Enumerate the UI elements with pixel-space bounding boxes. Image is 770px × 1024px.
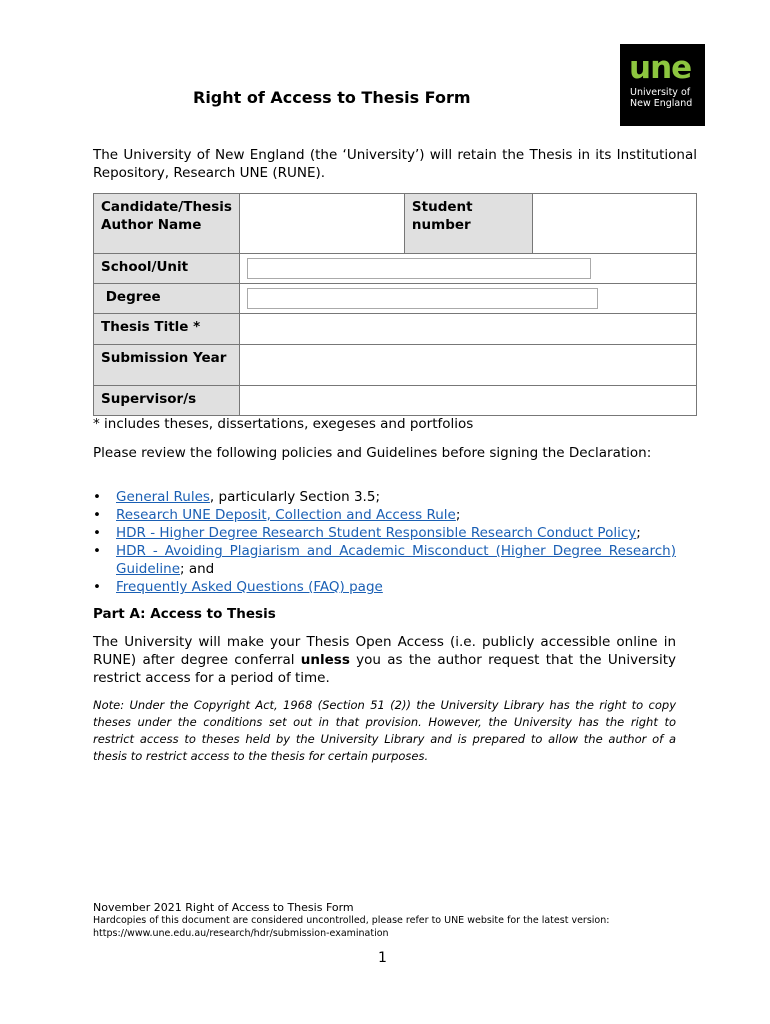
page-title: Right of Access to Thesis Form — [193, 88, 471, 107]
intro-paragraph: The University of New England (the ‘University’) will retain the Thesis in its Institutional Repository, Research UNE (RUNE). — [93, 147, 697, 181]
logo-mark: une — [629, 50, 692, 86]
student-number-label: Student number — [404, 194, 532, 254]
unless-emphasis: unless — [300, 652, 350, 668]
link-suffix: , particularly Section 3.5; — [209, 489, 380, 505]
copyright-note: Note: Under the Copyright Act, 1968 (Section 51 (2)) the University Library has the right to copy theses under the conditions set out in that provision. However, the University has the right to restrict access to theses held by the University Library and is prepared to allow the author of a thesis to restrict access to the thesis for certain purposes. — [93, 698, 676, 763]
footer-disclaimer-text: Hardcopies of this document are considered uncontrolled, please refer to UNE website for the latest version: — [93, 915, 610, 926]
school-input[interactable] — [247, 258, 591, 279]
open-access-text-2: you as the author request that the University restrict access for a period of time. — [93, 652, 676, 686]
page-number: 1 — [378, 950, 387, 966]
open-access-paragraph — [93, 633, 676, 687]
candidate-label: Candidate/Thesis Author Name — [94, 194, 240, 254]
list-item — [93, 578, 676, 596]
research-conduct-policy-link[interactable]: HDR - Higher Degree Research Student Responsible Research Conduct Policy — [116, 525, 637, 541]
submission-year-label: Submission Year — [94, 345, 240, 386]
logo-line-1: University of — [630, 87, 691, 98]
plagiarism-guideline-link[interactable]: HDR - Avoiding Plagiarism and Academic Misconduct (Higher Degree Research) Guideline — [116, 543, 676, 577]
submission-year-cell[interactable] — [239, 345, 696, 386]
student-number-cell[interactable] — [532, 194, 696, 254]
school-cell — [239, 254, 696, 284]
list-item — [93, 488, 676, 506]
list-item — [93, 542, 676, 578]
supervisor-label: Supervisor/s — [94, 386, 240, 416]
faq-link[interactable]: Frequently Asked Questions (FAQ) page — [116, 579, 383, 595]
link-suffix: ; — [636, 525, 641, 541]
thesis-title-cell[interactable] — [239, 314, 696, 345]
logo-line-2: New England — [630, 98, 693, 109]
logo-text — [630, 87, 692, 109]
supervisor-cell[interactable] — [239, 386, 696, 416]
une-logo — [620, 44, 705, 126]
candidate-name-cell[interactable] — [239, 194, 404, 254]
list-item — [93, 506, 676, 524]
general-rules-link[interactable]: General Rules — [116, 489, 210, 505]
degree-label-text: Degree — [105, 289, 161, 305]
thesis-footnote: * includes theses, dissertations, exegeses and portfolios — [93, 416, 474, 432]
degree-cell — [239, 284, 696, 314]
thesis-title-label: Thesis Title * — [94, 314, 240, 345]
footer-form-date: November 2021 Right of Access to Thesis Form — [93, 901, 354, 914]
policy-link-list — [93, 488, 676, 596]
link-suffix: ; and — [180, 561, 215, 577]
part-a-heading: Part A: Access to Thesis — [93, 606, 276, 622]
thesis-form-table — [93, 193, 697, 416]
school-label: School/Unit — [94, 254, 240, 284]
footer-url: https://www.une.edu.au/research/hdr/submission-examination — [93, 928, 389, 939]
degree-label — [94, 284, 240, 314]
deposit-rule-link[interactable]: Research UNE Deposit, Collection and Access Rule — [116, 507, 456, 523]
link-suffix: ; — [455, 507, 461, 523]
degree-input[interactable] — [247, 288, 598, 309]
review-paragraph: Please review the following policies and Guidelines before signing the Declaration: — [93, 445, 652, 461]
open-access-text-1: The University will make your Thesis Open Access (i.e. publicly accessible online in RUNE) after degree conferral — [93, 634, 676, 668]
list-item — [93, 524, 676, 542]
footer-disclaimer — [93, 914, 693, 940]
